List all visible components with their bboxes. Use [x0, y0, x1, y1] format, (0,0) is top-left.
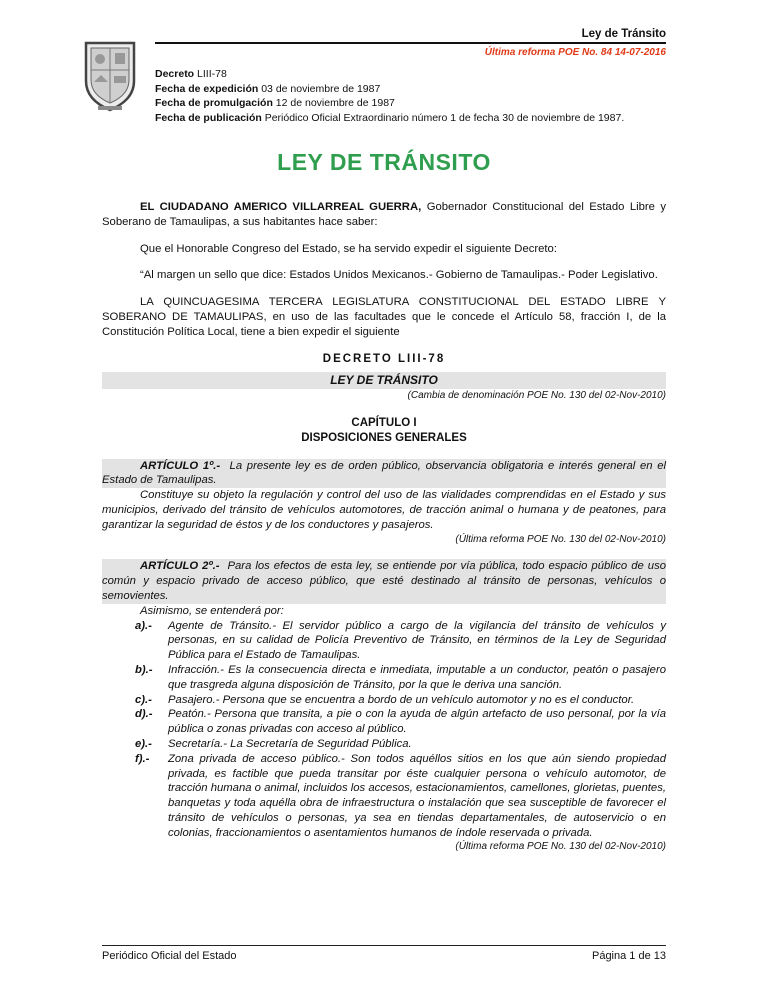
intro-paragraph-2: Que el Honorable Congreso del Estado, se ha servido expedir el siguiente Decreto: [140, 242, 557, 255]
meta-decreto-value: LIII-78 [197, 68, 227, 80]
meta-promulgacion-value: 12 de noviembre de 1987 [275, 97, 395, 109]
list-item-b [135, 663, 666, 693]
document-header [102, 28, 666, 125]
meta-publicacion-label: Fecha de publicación [155, 111, 262, 124]
list-item-f [135, 752, 666, 841]
page-footer [102, 945, 666, 962]
law-name-heading: LEY DE TRÁNSITO [102, 372, 666, 389]
meta-decreto-label: Decreto [155, 68, 195, 80]
governor-name: EL CIUDADANO AMERICO VILLARREAL GUERRA, [140, 201, 422, 213]
header-text-block [155, 28, 666, 125]
header-rule [155, 42, 666, 44]
article-2-number: ARTÍCULO 2º.- [140, 560, 220, 573]
list-item-a-text: Agente de Tránsito.- El servidor público a cargo de la vigilancia del tránsito de vehículos y personas, en su calidad de Policía Preventivo de Tránsito, en términos de la Ley de Seguridad Pública para el Estado de Tamaulipas. [168, 619, 666, 662]
document-body [102, 200, 666, 855]
article-2-reform-note: (Última reforma POE No. 130 del 02-Nov-2010) [455, 841, 666, 853]
footer-publication: Periódico Oficial del Estado [102, 950, 237, 962]
list-item-a-label: a).- [135, 619, 152, 632]
list-item-e-label: e).- [135, 737, 152, 750]
list-item-e [135, 737, 666, 752]
list-item-c-label: c).- [135, 693, 152, 706]
denomination-change-note: (Cambia de denominación POE No. 130 del 02-Nov-2010) [407, 390, 666, 402]
document-metadata [155, 67, 666, 125]
meta-publicacion-value: Periódico Oficial Extraordinario número 1 de fecha 30 de noviembre de 1987. [264, 111, 625, 124]
list-item-d [135, 707, 666, 737]
meta-decreto [155, 67, 666, 82]
list-item-b-label: b).- [135, 663, 153, 676]
intro-paragraph-1-text: Gobernador Constitucional del Estado Libre y Soberano de Tamaulipas, a sus habitantes hace saber: [102, 201, 666, 228]
definitions-list [135, 619, 666, 841]
chapter-subtitle: DISPOSICIONES GENERALES [301, 431, 467, 444]
list-item-d-text: Peatón.- Persona que transita, a pie o con la ayuda de algún artefacto de uso personal, por la vía pública o zonas privadas con acceso al público. [168, 708, 666, 736]
intro-paragraph-4: LA QUINCUAGESIMA TERCERA LEGISLATURA CONSTITUCIONAL DEL ESTADO LIBRE Y SOBERANO DE TAMAULIPAS, en uso de las facultades que le concede el Artículo 58, fracción I, de la Constitución Política Local, tiene a bien expedir el siguiente [102, 296, 666, 338]
article-1-reform-note: (Última reforma POE No. 130 del 02-Nov-2010) [455, 533, 666, 545]
article-2-text: Para los efectos de esta ley, se entiende por vía pública, todo espacio público de uso común y espacio privado de acceso público, que esté destinado al tránsito de personas, vehículos o semovientes. [102, 560, 666, 602]
list-item-a [135, 619, 666, 663]
last-reform-note: Última reforma POE No. 84 14-07-2016 [484, 47, 666, 58]
intro-paragraph-1 [102, 200, 666, 230]
meta-promulgacion [155, 96, 666, 111]
list-item-c-text: Pasajero.- Persona que se encuentra a bordo de un vehículo automotor y no es el conductor. [168, 693, 635, 706]
list-item-f-text: Zona privada de acceso público.- Son todos aquéllos sitios en los que aún siendo propiedad privada, es factible que pueda transitar por éste cualquier persona o vehículo automotor, de tracción humana o animal, incluidos los accesos, estacionamientos, camellones, glorietas, puentes, banquetas y toda aquélla obra de infraestructura o instalación que sea susceptible de favorecer el tránsito de vehículos o personas, ya sea en tiendas departamentales, de autoservicio o en colonias, fraccionamientos o asentamientos humanos de índole reservada o privada. [168, 752, 666, 839]
list-item-b-text: Infracción.- Es la consecuencia directa e inmediata, imputable a un conductor, peatón o pasajero que trasgreda alguna disposición de Tránsito, por la que le deriva una sanción. [168, 663, 666, 691]
article-2-paragraph [102, 559, 666, 603]
chapter-heading: CAPÍTULO I [351, 416, 417, 429]
page-title: LEY DE TRÁNSITO [277, 149, 491, 175]
list-item-d-label: d).- [135, 708, 153, 721]
meta-promulgacion-label: Fecha de promulgación [155, 97, 273, 109]
coat-of-arms-logo [82, 40, 138, 114]
article-1-paragraph-2: Constituye su objeto la regulación y control del uso de las vialidades comprendidas en el Estado y sus municipios, derivado del tránsito de vehículos automotores, de tracción animal o humana y de peatones, para garantizar la seguridad de éstos y de los conductores y pasajeros. [102, 489, 666, 531]
meta-publicacion [155, 111, 666, 126]
article-2-list-intro: Asimismo, se entenderá por: [140, 604, 284, 617]
meta-expedicion [155, 82, 666, 97]
list-item-c [135, 693, 666, 708]
list-item-e-text: Secretaría.- La Secretaría de Seguridad Pública. [168, 737, 412, 750]
list-item-f-label: f).- [135, 752, 150, 765]
intro-paragraph-3: “Al margen un sello que dice: Estados Unidos Mexicanos.- Gobierno de Tamaulipas.- Poder Legislativo. [140, 269, 658, 282]
article-1-paragraph [102, 459, 666, 489]
article-1-number: ARTÍCULO 1º.- [140, 459, 221, 472]
meta-expedicion-label: Fecha de expedición [155, 82, 259, 95]
meta-expedicion-value: 03 de noviembre de 1987 [261, 82, 381, 95]
footer-page-number: Página 1 de 13 [591, 950, 666, 962]
article-1-text: La presente ley es de orden público, observancia obligatoria e interés general en el Estado de Tamaulipas. [102, 459, 667, 487]
decree-heading: DECRETO LIII-78 [322, 352, 446, 365]
header-doc-title: Ley de Tránsito [581, 28, 666, 40]
